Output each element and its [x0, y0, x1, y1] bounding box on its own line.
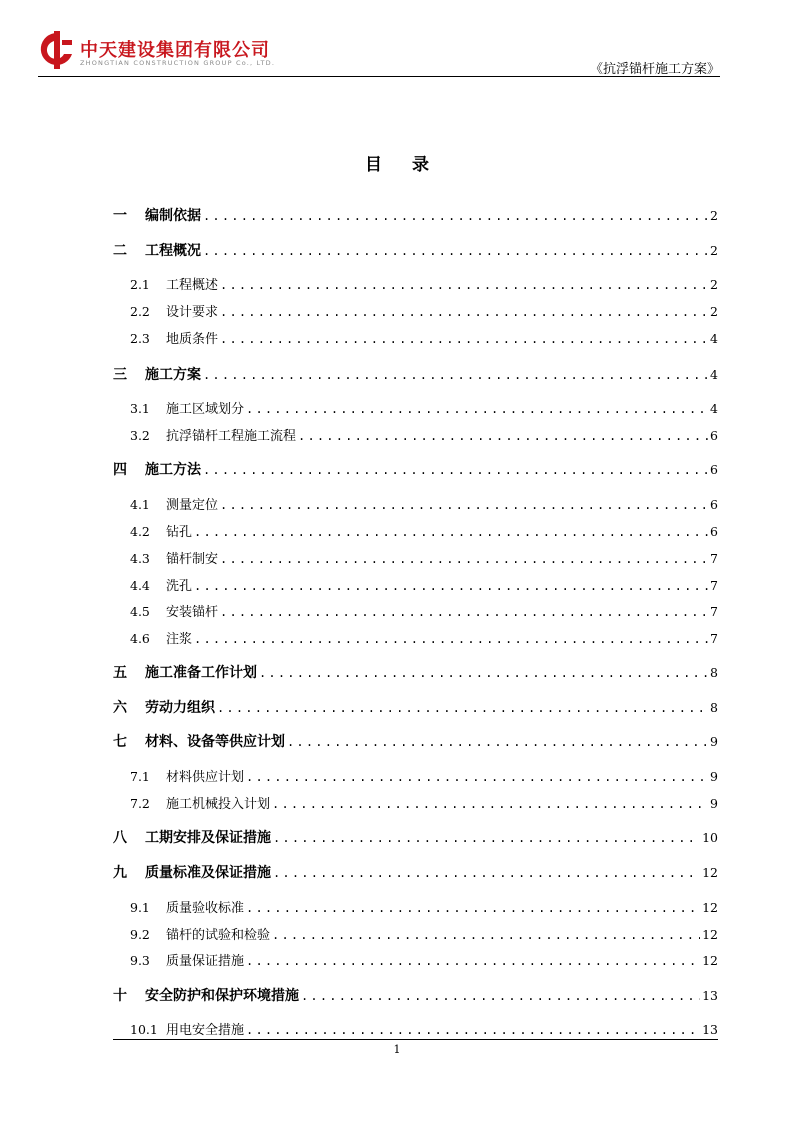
toc-entry-page: 9 — [710, 734, 718, 749]
toc-entry[interactable] — [113, 207, 718, 225]
toc-entry-title: 抗浮锚杆工程施工流程 — [166, 429, 297, 444]
toc-dot-leader — [203, 366, 708, 384]
toc-entry[interactable] — [113, 366, 718, 384]
toc-entry-title: 工程概况 — [145, 243, 201, 259]
toc-entry-title: 施工机械投入计划 — [166, 797, 271, 812]
toc-dot-leader — [203, 242, 708, 260]
toc-dot-leader — [273, 864, 700, 882]
toc-entry-number: 三 — [113, 367, 127, 383]
toc-entry-title: 工期安排及保证措施 — [145, 830, 271, 846]
toc-entry[interactable] — [113, 733, 718, 751]
toc-entry[interactable] — [113, 550, 718, 569]
toc-entry-page: 2 — [710, 243, 718, 258]
toc-entry-number: 9.3 — [130, 953, 150, 968]
toc-heading: 目录 — [365, 155, 459, 175]
toc-entry-title: 地质条件 — [166, 332, 219, 347]
toc-dot-leader — [203, 207, 708, 225]
toc-entry-title: 锚杆的试验和检验 — [166, 928, 271, 943]
toc-entry-number: 一 — [113, 208, 127, 224]
page-header — [38, 30, 720, 78]
toc-entry-title: 施工区域划分 — [166, 402, 245, 417]
toc-entry-page: 8 — [710, 700, 718, 715]
toc-entry-title: 安全防护和保护环境措施 — [145, 988, 299, 1004]
toc-entry[interactable] — [113, 987, 718, 1005]
company-logo — [38, 30, 278, 74]
toc-entry[interactable] — [113, 400, 718, 419]
company-name-en: ZHONGTIAN CONSTRUCTION GROUP Co., LTD. — [80, 59, 276, 67]
toc-entry-title: 编制依据 — [145, 208, 201, 224]
toc-dot-leader — [194, 630, 708, 648]
toc-entry-number: 3.2 — [130, 428, 150, 443]
toc-entry-title: 质量验收标准 — [166, 901, 245, 916]
toc-entry[interactable] — [113, 829, 718, 847]
toc-entry-page: 6 — [710, 428, 718, 443]
toc-entry-title: 劳动力组织 — [145, 700, 215, 716]
toc-entry-number: 六 — [113, 700, 127, 716]
toc-entry-title: 安装锚杆 — [166, 605, 219, 620]
toc-dot-leader — [301, 987, 700, 1005]
toc-dot-leader — [217, 699, 708, 717]
toc-entry-number: 十 — [113, 988, 127, 1004]
toc-entry-page: 13 — [702, 988, 718, 1003]
toc-entry[interactable] — [113, 303, 718, 322]
toc-entry-page: 12 — [702, 927, 718, 942]
toc-entry-title: 工程概述 — [166, 278, 219, 293]
toc-entry-number: 七 — [113, 734, 127, 750]
toc-dot-leader — [220, 496, 708, 514]
toc-entry-number: 3.1 — [130, 401, 150, 416]
toc-entry-title: 设计要求 — [166, 305, 219, 320]
toc-entry-page: 4 — [710, 331, 718, 346]
toc-dot-leader — [246, 1021, 700, 1039]
toc-dot-leader — [220, 330, 708, 348]
toc-entry-title: 测量定位 — [166, 498, 219, 513]
footer-divider — [113, 1039, 718, 1040]
toc-dot-leader — [287, 733, 708, 751]
toc-entry-number: 2.3 — [130, 331, 150, 346]
toc-entry-title: 质量标准及保证措施 — [145, 865, 271, 881]
toc-entry[interactable] — [113, 330, 718, 349]
toc-entry-title: 施工方法 — [145, 462, 201, 478]
toc-entry-page: 9 — [710, 769, 718, 784]
toc-entry[interactable] — [113, 523, 718, 542]
header-divider — [38, 76, 720, 77]
toc-entry-number: 9.1 — [130, 900, 150, 915]
toc-entry[interactable] — [113, 899, 718, 918]
zhongtian-logo-icon — [38, 30, 76, 70]
toc-entry-number: 9.2 — [130, 927, 150, 942]
toc-entry-number: 二 — [113, 243, 127, 259]
toc-entry-page: 7 — [710, 604, 718, 619]
toc-entry-number: 4.4 — [130, 578, 150, 593]
toc-entry-title: 注浆 — [166, 632, 193, 647]
toc-entry-page: 2 — [710, 277, 718, 292]
toc-dot-leader — [246, 899, 700, 917]
toc-entry-page: 13 — [702, 1022, 718, 1037]
toc-entry[interactable] — [113, 699, 718, 717]
toc-entry-page: 9 — [710, 796, 718, 811]
toc-entry-page: 7 — [710, 631, 718, 646]
toc-entry-title: 施工准备工作计划 — [145, 665, 257, 681]
toc-entry[interactable] — [113, 926, 718, 945]
toc-entry-page: 4 — [710, 367, 718, 382]
toc-entry-page: 6 — [710, 524, 718, 539]
toc-entry-title: 材料供应计划 — [166, 770, 245, 785]
toc-entry[interactable] — [113, 242, 718, 260]
toc-entry-title: 洗孔 — [166, 579, 193, 594]
toc-entry[interactable] — [113, 577, 718, 596]
toc-entry-number: 4.3 — [130, 551, 150, 566]
toc-entry[interactable] — [113, 630, 718, 649]
toc-entry-number: 7.2 — [130, 796, 150, 811]
toc-entry[interactable] — [113, 461, 718, 479]
toc-entry-title: 材料、设备等供应计划 — [145, 734, 285, 750]
toc-entry-title: 锚杆制安 — [166, 552, 219, 567]
toc-entry-number: 2.2 — [130, 304, 150, 319]
toc-entry-page: 6 — [710, 497, 718, 512]
company-name-cn: 中天建设集团有限公司 — [80, 40, 270, 61]
toc-dot-leader — [220, 550, 708, 568]
toc-entry-page: 8 — [710, 665, 718, 680]
toc-entry[interactable] — [113, 664, 718, 682]
toc-entry-page: 4 — [710, 401, 718, 416]
toc-entry[interactable] — [113, 427, 718, 446]
toc-dot-leader — [273, 829, 700, 847]
toc-entry[interactable] — [113, 276, 718, 295]
toc-entry-number: 4.5 — [130, 604, 150, 619]
toc-entry-number: 4.2 — [130, 524, 150, 539]
toc-entry-page: 7 — [710, 551, 718, 566]
toc-entry-number: 四 — [113, 462, 127, 478]
toc-entry-page: 6 — [710, 462, 718, 477]
toc-dot-leader — [259, 664, 708, 682]
toc-dot-leader — [272, 795, 708, 813]
toc-dot-leader — [246, 768, 708, 786]
toc-entry-number: 7.1 — [130, 769, 150, 784]
toc-entry-page: 10 — [702, 830, 718, 845]
toc-entry-number: 五 — [113, 665, 127, 681]
toc-entry-page: 7 — [710, 578, 718, 593]
toc-dot-leader — [220, 303, 708, 321]
toc-entry-page: 2 — [710, 304, 718, 319]
toc-entry-page: 2 — [710, 208, 718, 223]
toc-entry-title: 施工方案 — [145, 367, 201, 383]
toc-dot-leader — [203, 461, 708, 479]
toc-entry-title: 质量保证措施 — [166, 954, 245, 969]
toc-entry[interactable] — [113, 496, 718, 515]
toc-entry[interactable] — [113, 795, 718, 814]
toc-dot-leader — [194, 577, 708, 595]
toc-entry-title: 用电安全措施 — [166, 1023, 245, 1038]
toc-entry-page: 12 — [702, 900, 718, 915]
document-title: 《抗浮锚杆施工方案》 — [589, 62, 720, 77]
toc-entry-number: 九 — [113, 865, 127, 881]
toc-dot-leader — [194, 523, 708, 541]
toc-entry-title: 钻孔 — [166, 525, 193, 540]
toc-entry[interactable] — [113, 952, 718, 971]
toc-entry[interactable] — [113, 1021, 718, 1040]
toc-entry-number: 4.1 — [130, 497, 150, 512]
toc-entry-number: 八 — [113, 830, 127, 846]
toc-dot-leader — [220, 276, 708, 294]
toc-dot-leader — [272, 926, 700, 944]
page-number: 1 — [393, 1043, 401, 1056]
toc-entry-page: 12 — [702, 865, 718, 880]
toc-entry-number: 4.6 — [130, 631, 150, 646]
toc-dot-leader — [246, 952, 700, 970]
toc-entry-number: 10.1 — [130, 1022, 158, 1037]
toc-dot-leader — [298, 427, 708, 445]
toc-entry-number: 2.1 — [130, 277, 150, 292]
toc-dot-leader — [220, 603, 708, 621]
toc-entry[interactable] — [113, 864, 718, 882]
toc-entry[interactable] — [113, 603, 718, 622]
toc-entry-page: 12 — [702, 953, 718, 968]
toc-dot-leader — [246, 400, 708, 418]
toc-entry[interactable] — [113, 768, 718, 787]
